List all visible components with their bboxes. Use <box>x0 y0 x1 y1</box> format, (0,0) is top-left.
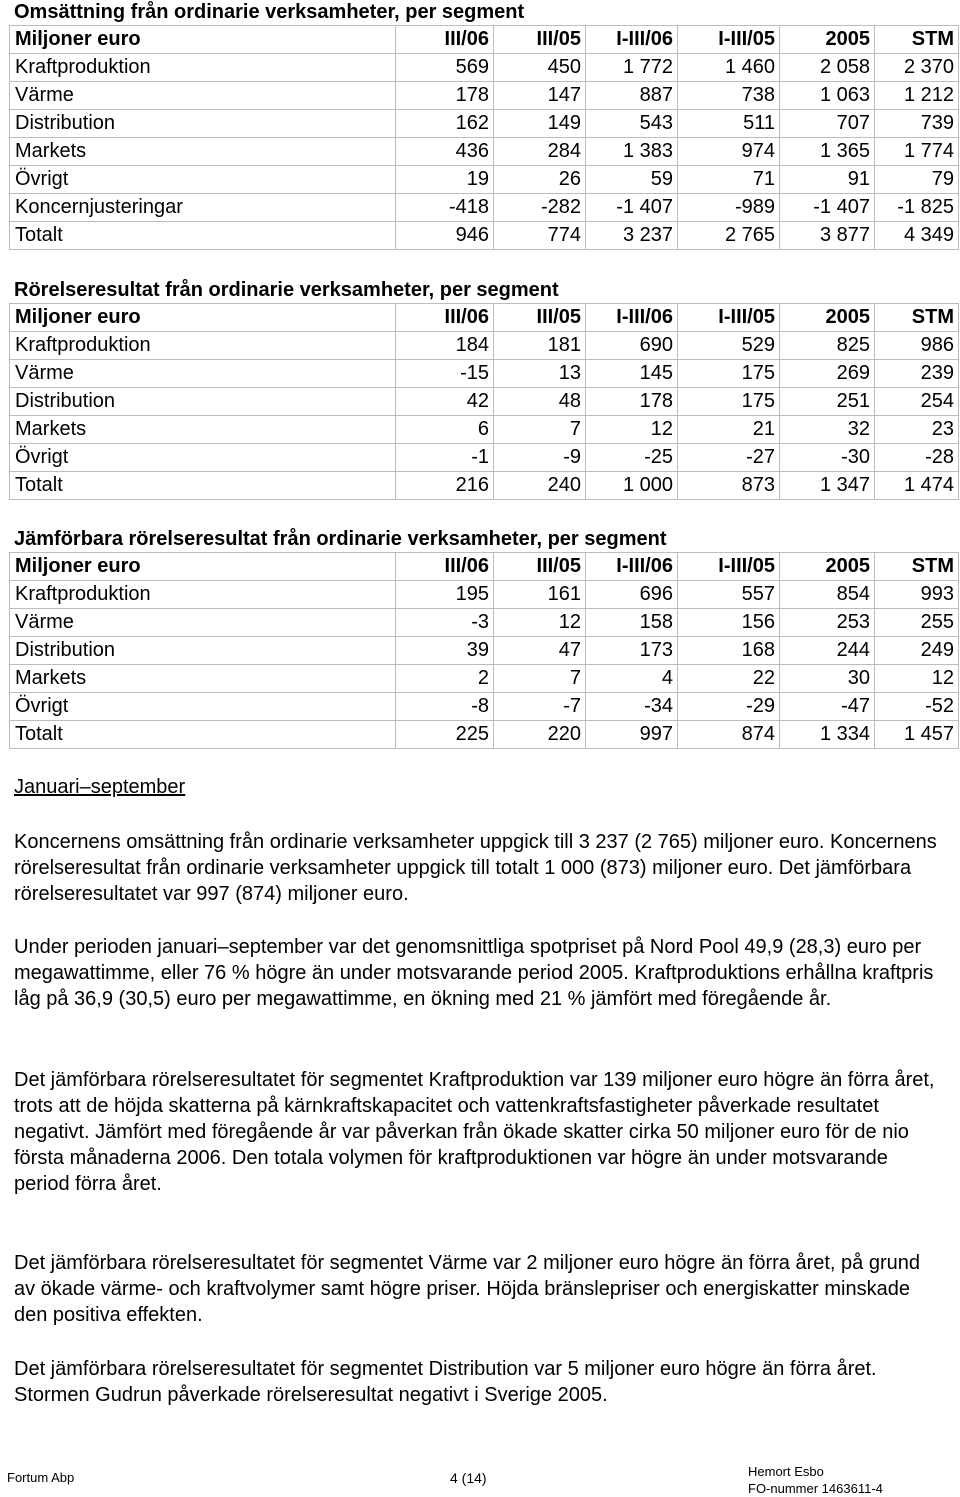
table-cell: 997 <box>586 721 678 749</box>
column-header: I-III/05 <box>678 26 780 54</box>
table-title-jamforbara: Jämförbara rörelseresultat från ordinarie verksamheter, per segment <box>14 528 667 550</box>
table-cell: 2 370 <box>875 54 959 82</box>
table-row <box>10 388 959 416</box>
table-cell: 436 <box>396 138 494 166</box>
table-title-rorelseresultat: Rörelseresultat från ordinarie verksamheter, per segment <box>14 279 559 301</box>
table-row <box>10 54 959 82</box>
table-cell: 47 <box>494 637 586 665</box>
footer-company: Fortum Abp <box>7 1470 75 1485</box>
table-cell: -29 <box>678 693 780 721</box>
table-cell: 181 <box>494 332 586 360</box>
footer-page-number: 4 (14) <box>450 1470 487 1486</box>
table-cell: -27 <box>678 444 780 472</box>
table-cell: 3 237 <box>586 222 678 250</box>
row-label: Kraftproduktion <box>10 54 396 82</box>
table-row <box>10 637 959 665</box>
table-cell: 32 <box>780 416 875 444</box>
row-label: Markets <box>10 416 396 444</box>
table-cell: 149 <box>494 110 586 138</box>
row-label: Koncernjusteringar <box>10 194 396 222</box>
table-cell: 511 <box>678 110 780 138</box>
table-cell: 1 383 <box>586 138 678 166</box>
column-header: STM <box>875 553 959 581</box>
table-cell: -1 <box>396 444 494 472</box>
row-label: Distribution <box>10 637 396 665</box>
table-title-omsattning: Omsättning från ordinarie verksamheter, per segment <box>14 1 525 23</box>
table-jamforbara <box>9 552 959 749</box>
row-label: Distribution <box>10 110 396 138</box>
table-cell: 30 <box>780 665 875 693</box>
table-cell: -25 <box>586 444 678 472</box>
table-cell: 26 <box>494 166 586 194</box>
column-header: III/05 <box>494 553 586 581</box>
table-cell: 254 <box>875 388 959 416</box>
footer-domicile: Hemort Esbo <box>748 1464 824 1479</box>
table-cell: 161 <box>494 581 586 609</box>
table-cell: 1 212 <box>875 82 959 110</box>
table-cell: 156 <box>678 609 780 637</box>
table-cell: -47 <box>780 693 875 721</box>
table-cell: 2 058 <box>780 54 875 82</box>
row-label: Totalt <box>10 472 396 500</box>
table-cell: 251 <box>780 388 875 416</box>
table-cell: 216 <box>396 472 494 500</box>
table-cell: -1 407 <box>586 194 678 222</box>
table-cell: 147 <box>494 82 586 110</box>
row-label: Värme <box>10 609 396 637</box>
table-cell: -7 <box>494 693 586 721</box>
table-cell: 1 774 <box>875 138 959 166</box>
column-header: 2005 <box>780 304 875 332</box>
table-row <box>10 110 959 138</box>
row-label: Totalt <box>10 222 396 250</box>
column-header: Miljoner euro <box>10 304 396 332</box>
table-cell: 774 <box>494 222 586 250</box>
table-row <box>10 665 959 693</box>
table-row <box>10 222 959 250</box>
table-cell: 690 <box>586 332 678 360</box>
table-header-row <box>10 26 959 54</box>
table-cell: 178 <box>586 388 678 416</box>
table-cell: 168 <box>678 637 780 665</box>
footer-registration <box>748 1463 883 1497</box>
row-label: Markets <box>10 665 396 693</box>
table-cell: 569 <box>396 54 494 82</box>
table-cell: 12 <box>494 609 586 637</box>
column-header: Miljoner euro <box>10 553 396 581</box>
table-cell: 1 772 <box>586 54 678 82</box>
table-omsattning <box>9 25 959 250</box>
table-cell: 1 457 <box>875 721 959 749</box>
table-rorelseresultat <box>9 303 959 500</box>
table-cell: 696 <box>586 581 678 609</box>
table-cell: 240 <box>494 472 586 500</box>
table-cell: 21 <box>678 416 780 444</box>
table-cell: 738 <box>678 82 780 110</box>
table-cell: -15 <box>396 360 494 388</box>
table-cell: 874 <box>678 721 780 749</box>
table-cell: 1 365 <box>780 138 875 166</box>
row-label: Markets <box>10 138 396 166</box>
table-header-row <box>10 304 959 332</box>
table-cell: 3 877 <box>780 222 875 250</box>
column-header: Miljoner euro <box>10 26 396 54</box>
table-cell: 7 <box>494 665 586 693</box>
column-header: I-III/05 <box>678 304 780 332</box>
column-header: III/06 <box>396 304 494 332</box>
table-cell: 162 <box>396 110 494 138</box>
table-cell: -282 <box>494 194 586 222</box>
table-cell: -34 <box>586 693 678 721</box>
table-cell: 12 <box>586 416 678 444</box>
table-cell: 707 <box>780 110 875 138</box>
table-cell: 450 <box>494 54 586 82</box>
table-cell: 22 <box>678 665 780 693</box>
table-cell: 220 <box>494 721 586 749</box>
table-header-row <box>10 553 959 581</box>
table-cell: 1 063 <box>780 82 875 110</box>
table-cell: -28 <box>875 444 959 472</box>
row-label: Kraftproduktion <box>10 332 396 360</box>
column-header: I-III/06 <box>586 26 678 54</box>
table-cell: 178 <box>396 82 494 110</box>
column-header: STM <box>875 26 959 54</box>
table-cell: 253 <box>780 609 875 637</box>
table-cell: 158 <box>586 609 678 637</box>
table-cell: -8 <box>396 693 494 721</box>
column-header: I-III/06 <box>586 553 678 581</box>
table-cell: 39 <box>396 637 494 665</box>
table-cell: 244 <box>780 637 875 665</box>
column-header: III/06 <box>396 26 494 54</box>
table-cell: -3 <box>396 609 494 637</box>
table-row <box>10 166 959 194</box>
table-cell: 6 <box>396 416 494 444</box>
table-cell: 255 <box>875 609 959 637</box>
table-cell: 71 <box>678 166 780 194</box>
table-row <box>10 360 959 388</box>
table-cell: 23 <box>875 416 959 444</box>
column-header: STM <box>875 304 959 332</box>
column-header: III/06 <box>396 553 494 581</box>
row-label: Värme <box>10 82 396 110</box>
table-cell: 42 <box>396 388 494 416</box>
table-cell: 175 <box>678 360 780 388</box>
table-cell: 239 <box>875 360 959 388</box>
table-cell: 529 <box>678 332 780 360</box>
paragraph-4: Det jämförbara rörelseresultatet för segmentet Värme var 2 miljoner euro högre än förra året, på grund av ökade värme- och kraftvolymer samt högre priser. Höjda bränslepriser och energiskatter minskade den positiva effekten. <box>14 1252 920 1326</box>
column-header: 2005 <box>780 26 875 54</box>
row-label: Övrigt <box>10 166 396 194</box>
table-row <box>10 581 959 609</box>
table-row <box>10 194 959 222</box>
row-label: Totalt <box>10 721 396 749</box>
table-cell: 184 <box>396 332 494 360</box>
table-cell: 739 <box>875 110 959 138</box>
table-cell: 1 474 <box>875 472 959 500</box>
table-row <box>10 721 959 749</box>
table-cell: 19 <box>396 166 494 194</box>
table-cell: 986 <box>875 332 959 360</box>
table-cell: -418 <box>396 194 494 222</box>
column-header: III/05 <box>494 26 586 54</box>
table-cell: -9 <box>494 444 586 472</box>
table-cell: 91 <box>780 166 875 194</box>
table-cell: 249 <box>875 637 959 665</box>
table-cell: 269 <box>780 360 875 388</box>
table-cell: 974 <box>678 138 780 166</box>
table-cell: 2 765 <box>678 222 780 250</box>
table-cell: 59 <box>586 166 678 194</box>
table-cell: 48 <box>494 388 586 416</box>
section-heading: Januari–september <box>14 776 186 798</box>
table-cell: 12 <box>875 665 959 693</box>
table-row <box>10 332 959 360</box>
table-cell: 195 <box>396 581 494 609</box>
table-row <box>10 416 959 444</box>
column-header: I-III/05 <box>678 553 780 581</box>
table-cell: 4 <box>586 665 678 693</box>
table-cell: -1 407 <box>780 194 875 222</box>
footer-business-id: FO-nummer 1463611-4 <box>748 1481 883 1496</box>
row-label: Distribution <box>10 388 396 416</box>
table-cell: -52 <box>875 693 959 721</box>
table-cell: 79 <box>875 166 959 194</box>
table-row <box>10 693 959 721</box>
row-label: Övrigt <box>10 444 396 472</box>
table-cell: 1 000 <box>586 472 678 500</box>
table-cell: -989 <box>678 194 780 222</box>
table-cell: 1 460 <box>678 54 780 82</box>
table-cell: 825 <box>780 332 875 360</box>
table-cell: 7 <box>494 416 586 444</box>
table-cell: 854 <box>780 581 875 609</box>
row-label: Värme <box>10 360 396 388</box>
table-row <box>10 82 959 110</box>
table-row <box>10 472 959 500</box>
table-cell: 175 <box>678 388 780 416</box>
row-label: Kraftproduktion <box>10 581 396 609</box>
column-header: I-III/06 <box>586 304 678 332</box>
paragraph-5: Det jämförbara rörelseresultatet för segmentet Distribution var 5 miljoner euro högre än förra året. Stormen Gudrun påverkade rörelseresultat negativt i Sverige 2005. <box>14 1358 877 1406</box>
table-row <box>10 444 959 472</box>
table-cell: 946 <box>396 222 494 250</box>
table-cell: 225 <box>396 721 494 749</box>
table-row <box>10 609 959 637</box>
paragraph-3: Det jämförbara rörelseresultatet för segmentet Kraftproduktion var 139 miljoner euro högre än förra året, trots att de höjda skatterna på kärnkraftskapacitet och vattenkraftsfastigheter påverkade resultatet negativt. Jämfört med föregående år var påverkan från ökade skatter cirka 50 miljoner euro för de nio första månaderna 2006. Den totala volymen för kraftproduktionen var högre än under motsvarande period förra året. <box>14 1069 935 1195</box>
table-cell: 543 <box>586 110 678 138</box>
table-cell: -30 <box>780 444 875 472</box>
table-cell: 4 349 <box>875 222 959 250</box>
table-cell: 1 347 <box>780 472 875 500</box>
table-cell: 993 <box>875 581 959 609</box>
table-row <box>10 138 959 166</box>
table-cell: 145 <box>586 360 678 388</box>
column-header: 2005 <box>780 553 875 581</box>
table-cell: 557 <box>678 581 780 609</box>
table-cell: 13 <box>494 360 586 388</box>
table-cell: 887 <box>586 82 678 110</box>
paragraph-1: Koncernens omsättning från ordinarie verksamheter uppgick till 3 237 (2 765) miljoner euro. Koncernens rörelseresultat från ordinarie verksamheter uppgick till totalt 1 000 (873) miljoner euro. Det jämförbara rörelseresultatet var 997 (874) miljoner euro. <box>14 831 937 905</box>
column-header: III/05 <box>494 304 586 332</box>
table-cell: 873 <box>678 472 780 500</box>
table-cell: 173 <box>586 637 678 665</box>
table-cell: 284 <box>494 138 586 166</box>
paragraph-2: Under perioden januari–september var det genomsnittliga spotpriset på Nord Pool 49,9 (28,3) euro per megawattimme, eller 76 % högre än under motsvarande period 2005. Kraftproduktions erhållna kraftpris låg på 36,9 (30,5) euro per megawattimme, en ökning med 21 % jämfört med föregående år. <box>14 936 934 1010</box>
row-label: Övrigt <box>10 693 396 721</box>
table-cell: 2 <box>396 665 494 693</box>
table-cell: 1 334 <box>780 721 875 749</box>
table-cell: -1 825 <box>875 194 959 222</box>
